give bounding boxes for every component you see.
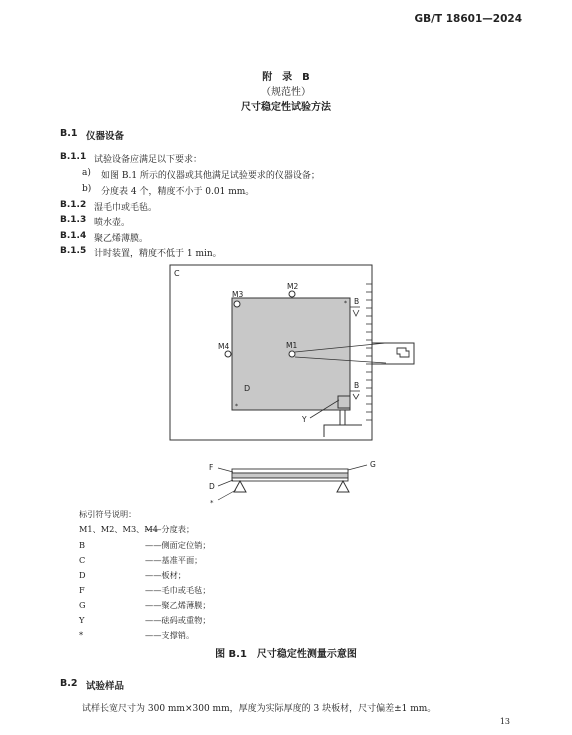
legend-desc: ——支撑销。 [145, 630, 195, 640]
edge-hatching [366, 284, 372, 420]
clause-b14-text: 聚乙烯薄膜。 [94, 234, 149, 244]
label-b-top: B [354, 297, 360, 306]
legend-sym: G [79, 600, 86, 610]
gauge-m1 [289, 351, 295, 357]
clause-b14-num: B.1.4 [60, 231, 87, 241]
towel-f [232, 473, 348, 478]
clause-b13-text: 喷水壶。 [94, 218, 131, 228]
panel-d-section [232, 478, 348, 481]
legend-sym: * [79, 630, 84, 640]
label-y: Y [302, 415, 307, 424]
figure-caption: 图 B.1 尺寸稳定性测量示意图 [215, 649, 357, 660]
legend-desc: ——基准平面； [145, 555, 203, 565]
clause-b11-text: 试验设备应满足以下要求： [94, 155, 203, 165]
clause-b11b-text: 分度表 4 个，精度不小于 0.01 mm。 [101, 187, 255, 197]
legend-sym: B [79, 540, 86, 550]
label-m1: M1 [286, 341, 298, 350]
polyethylene-film-g [232, 469, 348, 473]
label-d-side: D [209, 482, 215, 491]
page-number: 13 [499, 717, 510, 726]
appendix-title: 附 录 B [262, 72, 310, 83]
label-m2: M2 [287, 282, 299, 291]
clause-b12-num: B.1.2 [60, 200, 87, 210]
legend-desc: ——毛巾或毛毡； [145, 585, 211, 595]
label-f: F [209, 463, 214, 472]
gauge-m4 [225, 351, 231, 357]
weight-y [338, 396, 350, 408]
pusher-base [324, 425, 362, 437]
clause-b12-text: 湿毛巾或毛毡。 [94, 203, 158, 213]
legend-sym: C [79, 555, 86, 565]
clause-b15-text: 计时装置，精度不低于 1 min。 [94, 249, 222, 259]
label-star-side: * [210, 499, 214, 507]
section-b2-num: B.2 [60, 678, 78, 689]
clause-b11a-text: 如图 B.1 所示的仪器或其他满足试验要求的仪器设备； [101, 171, 320, 181]
legend-sym: M1、M2、M3、M4 [79, 524, 158, 534]
legend-desc: ——聚乙烯薄膜； [145, 600, 211, 610]
label-m4: M4 [218, 342, 230, 351]
label-d: D [244, 384, 251, 393]
clause-b13-num: B.1.3 [60, 215, 87, 225]
gauge-m3 [234, 301, 240, 307]
section-b1-title: 仪器设备 [86, 131, 125, 142]
section-b2-title: 试验样品 [86, 681, 125, 692]
legend-sym: Y [79, 615, 85, 625]
label-m3: M3 [232, 290, 244, 299]
legend-title: 标引符号说明： [79, 509, 137, 519]
label-b-bottom: B [354, 381, 360, 390]
label-g: G [370, 460, 376, 469]
section-b2-text: 试样长宽尺寸为 300 mm×300 mm，厚度为实际厚度的 3 块板材，尺寸偏差±1 mm。 [82, 704, 437, 714]
label-c: C [174, 269, 180, 278]
appendix-name: 尺寸稳定性试验方法 [241, 102, 331, 113]
legend-sym: D [79, 570, 86, 580]
clause-b11-num: B.1.1 [60, 152, 87, 162]
legend-desc: ——侧面定位销； [145, 540, 211, 550]
clause-b11b-marker: b) [82, 184, 92, 194]
support-pin-2: * [344, 300, 347, 307]
legend-sym: F [79, 585, 85, 595]
gauge-m2 [289, 291, 295, 297]
clause-b11a-marker: a) [82, 168, 91, 178]
external-gauge-box [372, 343, 414, 364]
legend-desc: ——分度表； [145, 524, 195, 534]
legend-desc: ——板材； [145, 570, 186, 580]
clause-b15-num: B.1.5 [60, 246, 87, 256]
appendix-normative: （规范性） [261, 87, 311, 98]
support-pin-1: * [235, 403, 238, 410]
standard-number: GB/T 18601—2024 [414, 13, 522, 25]
legend-desc: ——砝码或重物； [145, 615, 211, 625]
support-pin-right [337, 481, 349, 492]
section-b1-num: B.1 [60, 128, 78, 139]
